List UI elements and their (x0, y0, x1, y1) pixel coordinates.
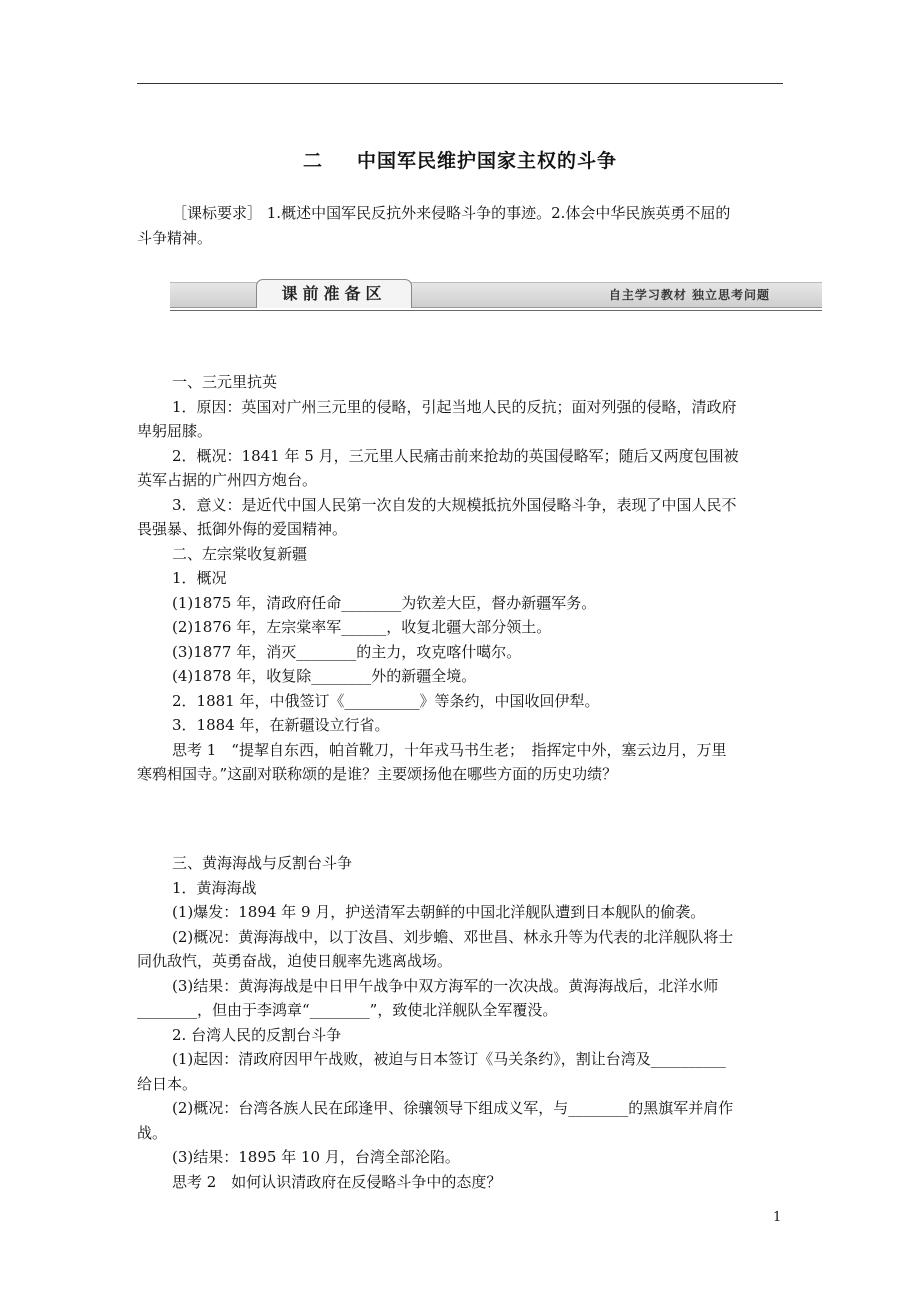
paragraph-line: 1．原因：英国对广州三元里的侵略，引起当地人民的反抗；面对列强的侵略，清政府 (172, 397, 737, 416)
paragraph-line: 3．1884 年，在新疆设立行省。 (172, 716, 390, 734)
paragraph-line: (2)概况：黄海海战中，以丁汝昌、刘步蟾、邓世昌、林永升等为代表的北洋舰队将士 (172, 927, 734, 946)
banner-underline (170, 310, 822, 311)
paragraph-line: 战。 (137, 1123, 168, 1142)
section-banner (170, 278, 822, 312)
paragraph-line: (3)结果：黄海海战是中日甲午战争中双方海军的一次决战。黄海海战后，北洋水师 (172, 976, 719, 995)
fill-blank-line: 2．1881 年，中俄签订《__________》等条约，中国收回伊犁。 (172, 691, 600, 710)
paragraph-line: 1．概况 (172, 569, 227, 587)
page-title (0, 146, 920, 173)
banner-tab-label: 课前准备区 (256, 279, 412, 308)
paragraph-line: 同仇敌忾，英勇奋战，迫使日舰率先逃离战场。 (137, 952, 453, 970)
think-question-1: 思考 1 “提挈自东西，帕首靴刀，十年戎马书生老； 指挥定中外，塞云边月，万里 (172, 740, 727, 759)
paragraph-line: 2．概况：1841 年 5 月，三元里人民痛击前来抢劫的英国侵略军；随后又两度包围被 (172, 446, 739, 465)
section-one-two (137, 370, 783, 787)
fill-blank-line: (1)1875 年，清政府任命________为钦差大臣，督办新疆军务。 (172, 593, 597, 612)
fill-blank-line: (2)概况：台湾各族人民在邱逢甲、徐骧领导下组成义军，与________的黑旗军并肩作 (172, 1099, 734, 1117)
think-question-1-cont: 寒鸦相国寺。”这副对联称颂的是谁？主要颂扬他在哪些方面的历史功绩？ (137, 765, 618, 783)
title-text: 中国军民维护国家主权的斗争 (357, 150, 618, 172)
fill-blank-line: ________，但由于李鸿章“________”，致使北洋舰队全军覆没。 (137, 1001, 558, 1019)
paragraph-line: (1)爆发：1894 年 9 月，护送清军去朝鲜的中国北洋舰队遭到日本舰队的偷袭。 (172, 903, 706, 921)
banner-subtitle: 自主学习教材 独立思考问题 (608, 288, 770, 302)
page-number: 1 (773, 1210, 782, 1225)
think-question-2: 思考 2 如何认识清政府在反侵略斗争中的态度？ (172, 1172, 502, 1191)
heading-taiwan: 2. 台湾人民的反割台斗争 (172, 1025, 342, 1044)
heading-sanyuanli: 一、三元里抗英 (172, 373, 278, 391)
heading-yellow-sea: 三、黄海海战与反割台斗争 (172, 854, 353, 872)
paragraph-line: 3．意义：是近代中国人民第一次自发的大规模抵抗外国侵略斗争，表现了中国人民不 (172, 495, 737, 514)
section-three (137, 851, 783, 1194)
fill-blank-line: (1)起因：清政府因甲午战败，被迫与日本签订《马关条约》，割让台湾及__________ (172, 1050, 726, 1068)
paragraph-line: 1．黄海海战 (172, 878, 257, 897)
fill-blank-line: (3)1877 年，消灭________的主力，攻克喀什噶尔。 (172, 642, 522, 661)
paragraph-line: 卑躬屈膝。 (137, 422, 213, 440)
paragraph-line: (3)结果：1895 年 10 月，台湾全部沦陷。 (172, 1148, 460, 1166)
requirement-line: 斗争精神。 (137, 228, 213, 247)
requirement-line: ［课标要求］ 1.概述中国军民反抗外来侵略斗争的事迹。2.体会中华民族英勇不屈的 (172, 204, 731, 222)
title-number: 二 (302, 150, 323, 172)
fill-blank-line: (2)1876 年，左宗棠率军______，收复北疆大部分领土。 (172, 618, 552, 636)
paragraph-line: 畏强暴、抵御外侮的爱国精神。 (137, 520, 348, 538)
paragraph-line: 给日本。 (137, 1074, 198, 1093)
heading-xinjiang: 二、左宗棠收复新疆 (172, 544, 308, 563)
paragraph-line: 英军占据的广州四方炮台。 (137, 471, 318, 489)
curriculum-requirement (137, 201, 783, 250)
page-top-rule (137, 83, 783, 84)
fill-blank-line: (4)1878 年，收复除________外的新疆全境。 (172, 667, 477, 685)
